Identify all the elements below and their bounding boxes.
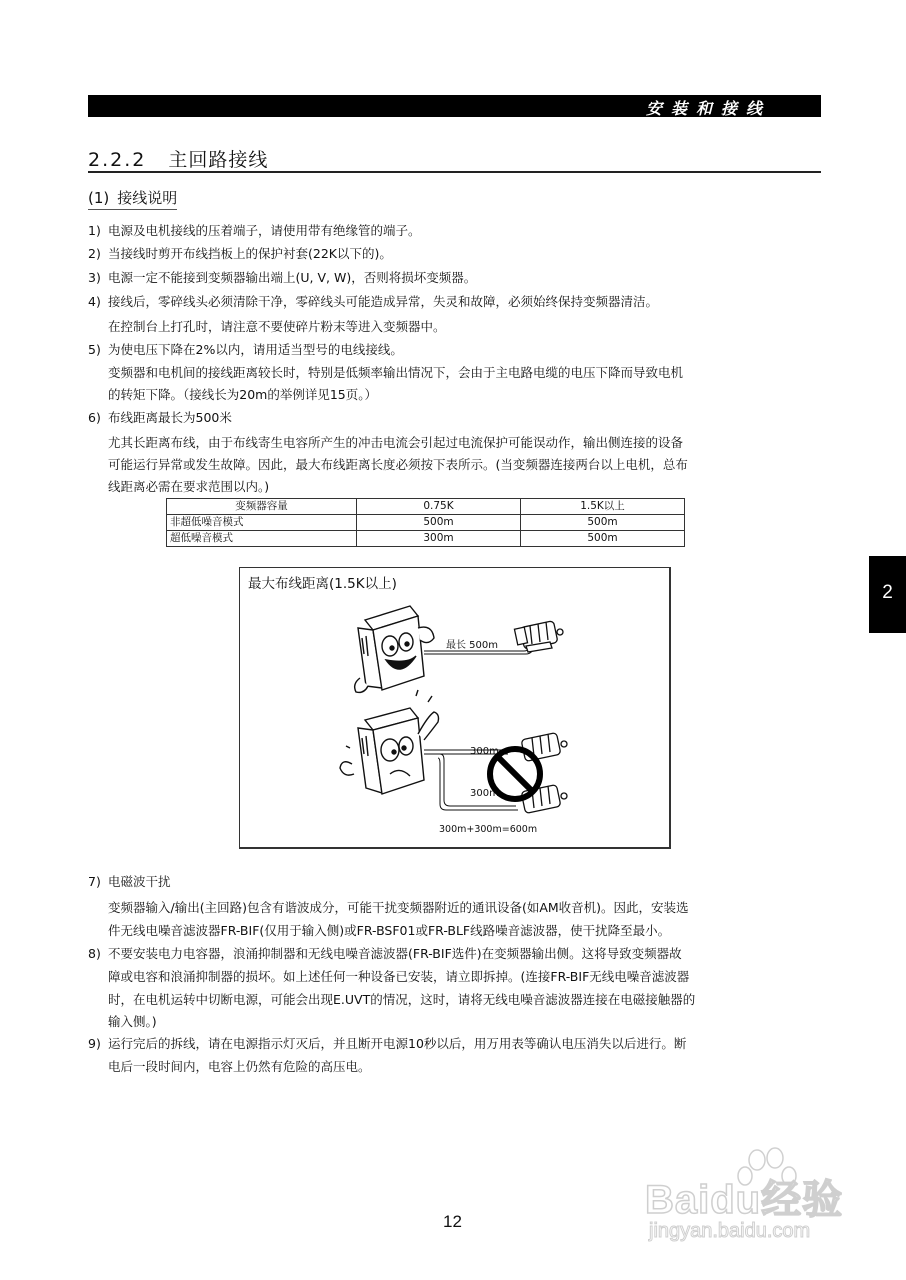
list-item-4-line-2: 在控制台上打孔时，请注意不要使碎片粉末等进入变频器中。: [108, 319, 446, 334]
inverter-panicking-character-icon: [340, 690, 439, 794]
watermark-url: jingyan.baidu.com: [649, 1220, 811, 1242]
list-item-2: [88, 244, 392, 264]
section-title: 主回路接线: [168, 149, 269, 171]
section-number: 2.2.2: [88, 149, 147, 171]
inverter-happy-character-icon: [355, 606, 434, 692]
table-cell: 300m: [357, 531, 521, 547]
list-text: 接线后，零碎线头必须清除干净，零碎线头可能造成异常，失灵和故障，必须始终保持变频器清洁。: [108, 294, 659, 309]
chapter-header-title: 安装和接线: [645, 99, 771, 118]
list-item-7-line-2: 变频器输入/输出(主回路)包含有谐波成分，可能干扰变频器附近的通讯设备(如AM收音机)。因此，安装选: [108, 900, 689, 915]
list-item-8-line-2: 障或电容和浪涌抑制器的损坏。如上述任何一种设备已安装，请立即拆掉。(连接FR-BIF无线电噪音滤波器: [108, 969, 690, 984]
list-index: 6): [88, 410, 101, 425]
list-text: 运行完后的拆线，请在电源指示灯灭后，并且断开电源10秒以后，用万用表等确认电压消失以后进行。断: [108, 1036, 687, 1051]
section-divider: [88, 171, 821, 173]
wiring-distance-figure: [239, 567, 671, 849]
label-upper-300m: 300m: [470, 746, 499, 757]
list-index: 5): [88, 342, 101, 357]
list-index: 2): [88, 246, 101, 261]
list-text: 为使电压下降在2%以内，请用适当型号的电线接线。: [108, 342, 403, 357]
list-text: 布线距离最长为500米: [108, 410, 232, 425]
list-item-6-line-2: 尤其长距离布线，由于布线寄生电容所产生的冲击电流会引起过电流保护可能误动作，输出侧连接的设备: [108, 435, 684, 450]
chapter-tab-number: 2: [882, 582, 893, 603]
max-wiring-distance-table: [166, 498, 685, 547]
list-index: 9): [88, 1036, 101, 1051]
list-index: 4): [88, 294, 101, 309]
list-index: 1): [88, 223, 101, 238]
chapter-tab: [869, 556, 906, 633]
table-row: [167, 515, 685, 531]
baidu-watermark: [645, 1160, 885, 1270]
prohibited-sign-icon: [490, 749, 540, 799]
subsection-title: 接线说明: [117, 189, 178, 207]
label-total-600m: 300m+300m=600m: [439, 824, 538, 835]
page-number: 12: [443, 1212, 462, 1231]
list-index: 7): [88, 874, 101, 889]
list-item-4: [88, 292, 658, 312]
subsection-number: (1): [88, 189, 110, 207]
table-row: [167, 531, 685, 547]
list-index: 3): [88, 270, 101, 285]
list-text: 不要安装电力电容器，浪涌抑制器和无线电噪音滤波器(FR-BIF选件)在变频器输出侧。这将导致变频器故: [108, 946, 682, 961]
table-header-cell: 0.75K: [357, 499, 521, 515]
list-text: 当接线时剪开布线挡板上的保护衬套(22K以下的)。: [108, 246, 392, 261]
motor-icon: [521, 732, 567, 813]
list-item-6-line-3: 可能运行异常或发生故障。因此，最大布线距离长度必须按下表所示。(当变频器连接两台以上电机，总布: [108, 457, 688, 472]
list-item-6: [88, 408, 232, 428]
list-item-5-line-2: 变频器和电机间的接线距离较长时，特别是低频率输出情况下，会由于主电路电缆的电压下降而导致电机: [108, 365, 684, 380]
list-item-8-line-4: 输入侧。): [108, 1014, 157, 1029]
list-item-7-line-3: 件无线电噪音滤波器FR-BIF(仅用于输入侧)或FR-BSF01或FR-BLF线路噪音滤波器，使干扰降至最小。: [108, 923, 671, 938]
list-item-3: [88, 268, 476, 288]
list-item-5-line-3: 的转矩下降。（接线长为20m的举例详见15页。）: [108, 387, 377, 402]
table-header-cell: 1.5K以上: [521, 499, 685, 515]
list-text: 电源及电机接线的压着端子，请使用带有绝缘管的端子。: [108, 223, 421, 238]
list-item-5: [88, 340, 403, 360]
section-heading: [88, 145, 268, 172]
table-cell: 非超低噪音模式: [167, 515, 357, 531]
figure-title: 最大布线距离(1.5K以上): [248, 576, 397, 592]
table-cell: 500m: [521, 515, 685, 531]
list-item-7: [88, 872, 171, 892]
list-item-8-line-3: 时，在电机运转中切断电源，可能会出现E.UVT的情况，这时，请将无线电噪音滤波器连接在电磁接触器的: [108, 992, 696, 1007]
list-item-8: [88, 944, 682, 964]
subsection-heading: [88, 187, 177, 210]
label-lower-300m: 300m: [470, 788, 499, 799]
list-text: 电磁波干扰: [108, 874, 171, 889]
watermark-brand: Baidu经验: [645, 1178, 844, 1222]
label-max-500m: 最长 500m: [446, 640, 499, 651]
table-cell: 500m: [521, 531, 685, 547]
list-index: 8): [88, 946, 101, 961]
figure-illustration: [240, 568, 669, 847]
list-text: 电源一定不能接到变频器输出端上(U, V, W)，否则将损坏变频器。: [108, 270, 477, 285]
list-item-1: [88, 221, 421, 241]
list-item-6-line-4: 线距离必需在要求范围以内。): [108, 479, 270, 494]
chapter-header-bar: [88, 95, 821, 117]
motor-icon: [514, 621, 563, 652]
table-cell: 500m: [357, 515, 521, 531]
table-header-row: [167, 499, 685, 515]
table-header-cell: 变频器容量: [167, 499, 357, 515]
list-item-9-line-2: 电后一段时间内，电容上仍然有危险的高压电。: [108, 1059, 371, 1074]
list-item-9: [88, 1034, 686, 1054]
table-cell: 超低噪音模式: [167, 531, 357, 547]
